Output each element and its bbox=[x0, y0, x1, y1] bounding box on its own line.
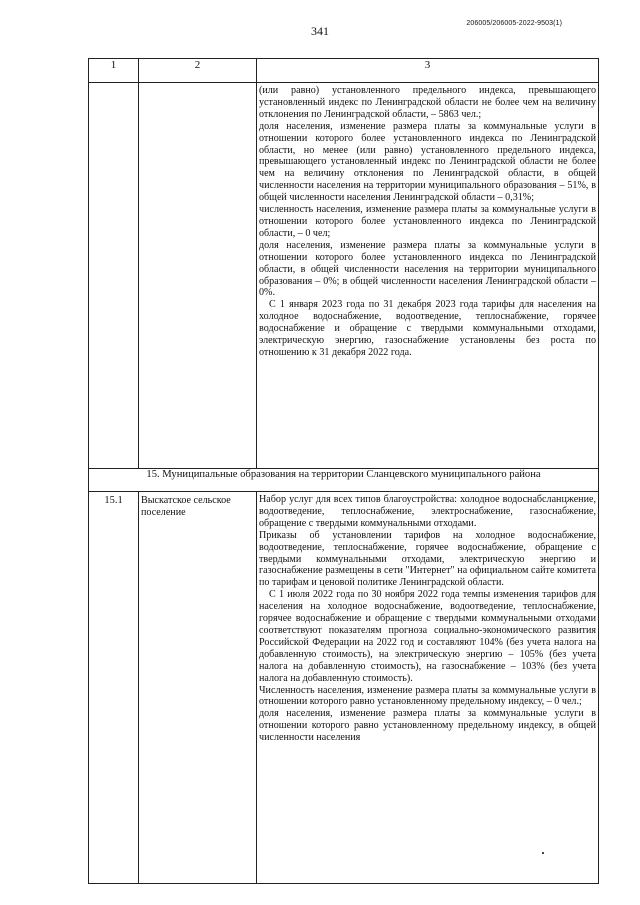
paragraph: С 1 января 2023 года по 31 декабря 2023 года тарифы для населения на холодное водоснабжение, водоотведение, теплоснабжение, горячее водоснабжение и обращение с твердыми коммунальными отходами, электрическую энергию, газоснабжение установлены без роста по отношению к 31 декабря 2022 года. bbox=[259, 299, 596, 358]
table-row bbox=[89, 83, 599, 469]
table-row bbox=[89, 492, 599, 884]
column-header-1: 1 bbox=[89, 59, 139, 83]
description-cell bbox=[257, 83, 599, 469]
column-header-3: 3 bbox=[257, 59, 599, 83]
paragraph: С 1 июля 2022 года по 30 ноября 2022 года темпы изменения тарифов для населения на холодное водоснабжение, водоотведение, теплоснабжение, горячее водоснабжение и обращение с твердыми коммунальными отходами соответствуют показателям прогноза социально-экономического развития Российской Федерации на 2022 год и составляют 104% (без учета налога на добавленную стоимость), на электрическую энергию – 105% (без учета налога на добавленную стоимость), на газоснабжение – 103% (без учета налога на добавленную стоимость). bbox=[259, 589, 596, 684]
paragraph: Приказы об установлении тарифов на холодное водоснабжение, водоотведение, теплоснабжение, горячее водоснабжение, обращение с твердыми коммунальными отходами, электрическую энергию и газоснабжение размещены в сети "Интернет" на официальном сайте комитета по тарифам и ценовой политике Ленинградской области. bbox=[259, 529, 596, 589]
scan-speck bbox=[542, 852, 544, 854]
paragraph: Набор услуг для всех типов благоустройства: холодное водоснабсланцжение, водоотведение, теплоснабжение, электроснабжение, газоснабжение, обращение с твердыми коммунальными отходами. bbox=[259, 494, 596, 529]
table-header-row bbox=[89, 59, 599, 83]
municipality-name-cell bbox=[139, 83, 257, 469]
tariff-table bbox=[88, 58, 599, 884]
description-cell bbox=[257, 492, 599, 884]
row-number-cell: 15.1 bbox=[89, 492, 139, 884]
paragraph: доля населения, изменение размера платы за коммунальные услуги в отношении которого более установленного индекса по Ленинградской области, в общей численности населения на территории муниципального образования – 0%; в общей численности населения Ленинградской области – 0%. bbox=[259, 239, 596, 299]
paragraph: доля населения, изменение размера платы за коммунальные услуги в отношении которого равно установленному предельному индексу, в общей численности населения bbox=[259, 708, 596, 744]
column-header-2: 2 bbox=[139, 59, 257, 83]
paragraph: численность населения, изменение размера платы за коммунальные услуги в отношении которого более установленного индекса по Ленинградской области, – 0 чел; bbox=[259, 204, 596, 239]
section-title: 15. Муниципальные образования на территории Сланцевского муниципального района bbox=[89, 469, 599, 492]
row-number-cell bbox=[89, 83, 139, 469]
page-number: 341 bbox=[311, 24, 329, 38]
paragraph: доля населения, изменение размера платы за коммунальные услуги в отношении которого более установленного индекса по Ленинградской области, но менее (или равно) установленного предельного индекса, превышающего установленный индекс по Ленинградской области не более чем на величину отклонения по Ленинградской области, в общей численности населения на территории муниципального образования – 51%, в общей численности населения Ленинградской области – 0,31%; bbox=[259, 120, 596, 204]
document-code: 206005/206005-2022-9503(1) bbox=[466, 20, 562, 27]
section-row bbox=[89, 469, 599, 492]
paragraph: (или равно) установленного предельного индекса, превышающего установленный индекс по Ленинградской области не более чем на величину отклонения по Ленинградской области, – 5863 чел.; bbox=[259, 85, 596, 120]
municipality-name-cell: Выскатское сельское поселение bbox=[139, 492, 257, 884]
paragraph: Численность населения, изменение размера платы за коммунальные услуги в отношении которого равно установленному предельному индексу, – 0 чел.; bbox=[259, 684, 596, 708]
